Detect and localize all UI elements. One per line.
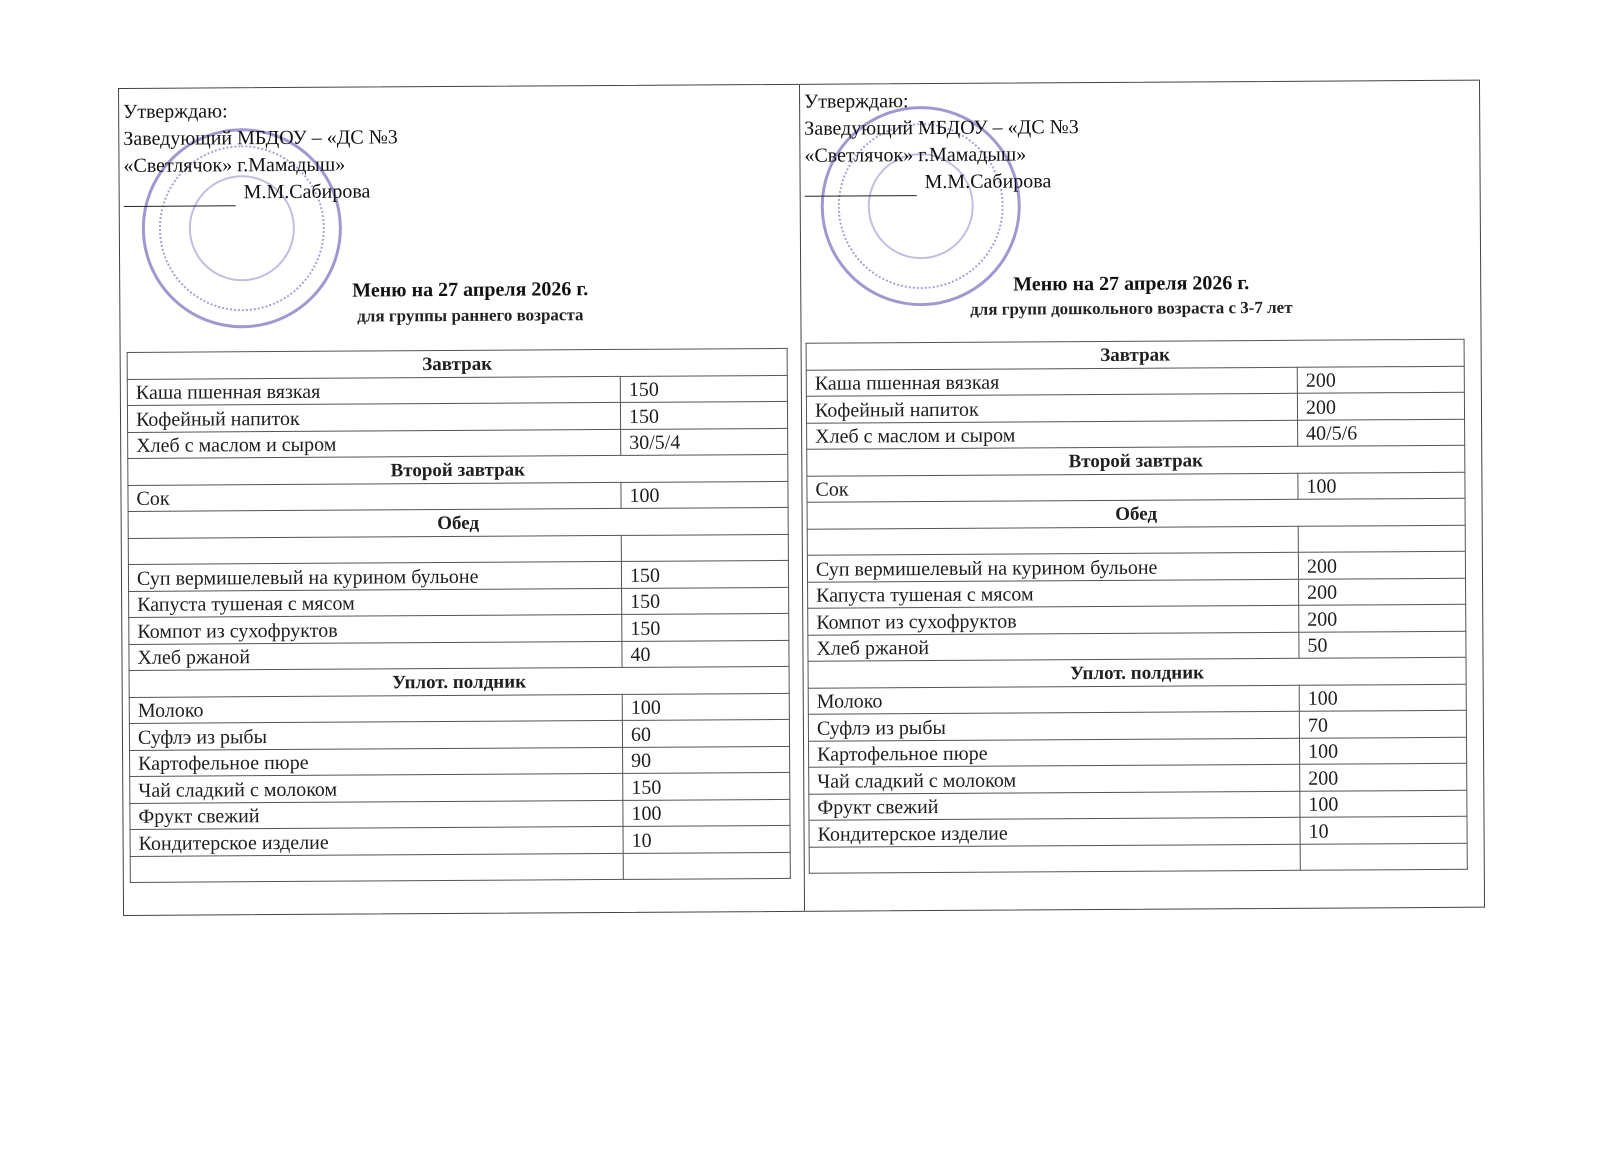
- portion-size: 100: [623, 799, 790, 827]
- dish-name: Капуста тушеная с мясом: [808, 579, 1299, 608]
- menu-item-row: [127, 401, 787, 432]
- signature-line: [805, 177, 917, 197]
- portion-size: [621, 534, 788, 562]
- dish-name: Каша пшенная вязкая: [127, 376, 620, 406]
- dish-name: [128, 535, 621, 565]
- dish-name: Кофейный напиток: [127, 402, 620, 432]
- section-header-row: [808, 657, 1466, 688]
- portion-size: 200: [1299, 578, 1466, 606]
- menu-item-row: [130, 746, 790, 777]
- dish-name: Картофельное пюре: [809, 738, 1300, 767]
- dish-name: Картофельное пюре: [130, 747, 623, 777]
- section-title: Уплот. полдник: [129, 666, 789, 697]
- section-header-row: [128, 454, 788, 485]
- menu-item-row: [809, 737, 1467, 768]
- menu-item-row: [129, 587, 789, 618]
- menu-title: Меню на 27 апреля 2026 г.: [352, 278, 589, 302]
- portion-size: 100: [1299, 737, 1466, 765]
- dish-name: Капуста тушеная с мясом: [129, 588, 622, 618]
- menu-item-row: [807, 551, 1465, 582]
- portion-size: 150: [621, 560, 788, 588]
- menu-item-row: [130, 825, 790, 856]
- menu-item-row: [809, 790, 1467, 821]
- portion-size: 60: [622, 719, 789, 747]
- portion-size: 200: [1297, 366, 1464, 394]
- menu-item-row: [809, 763, 1467, 794]
- portion-size: 200: [1300, 763, 1467, 791]
- dish-name: Сок: [128, 482, 621, 512]
- portion-size: 40/5/6: [1298, 419, 1465, 447]
- portion-size: 50: [1299, 631, 1466, 659]
- section-header-row: [128, 507, 788, 538]
- menu-item-row: [130, 772, 790, 803]
- menu-item-row: [806, 366, 1464, 397]
- dish-name: Суп вермишелевый на курином бульоне: [128, 561, 621, 591]
- menu-item-row: [129, 640, 789, 671]
- section-header-row: [127, 348, 787, 379]
- dish-name: Кондитерское изделие: [130, 826, 623, 856]
- menu-item-row: [808, 684, 1466, 715]
- menu-item-row: [127, 375, 787, 406]
- section-header-row: [807, 498, 1465, 529]
- dish-name: [130, 853, 623, 883]
- approval-heading: Утверждаю:: [804, 90, 909, 113]
- portion-size: 10: [1300, 816, 1467, 844]
- menu-item-row: [128, 428, 788, 459]
- menu-item-row: [808, 631, 1466, 662]
- portion-size: 200: [1299, 604, 1466, 632]
- menu-item-row: [806, 392, 1464, 423]
- dish-name: Суфлэ из рыбы: [129, 720, 622, 750]
- portion-size: 150: [620, 401, 787, 429]
- dish-name: Сок: [807, 473, 1298, 502]
- dish-name: Суп вермишелевый на курином бульоне: [807, 552, 1298, 581]
- portion-size: 90: [623, 746, 790, 774]
- early-age-menu-panel: [119, 85, 805, 915]
- portion-size: 100: [621, 481, 788, 509]
- dish-name: Хлеб ржаной: [129, 641, 622, 671]
- dish-name: Компот из сухофруктов: [129, 614, 622, 644]
- portion-size: 40: [622, 640, 789, 668]
- portion-size: 70: [1299, 710, 1466, 738]
- menu-item-row: [808, 578, 1466, 609]
- menu-subtitle: для групп дошкольного возраста с 3-7 лет: [970, 297, 1293, 319]
- menu-item-row: [128, 560, 788, 591]
- menu-item-row: [129, 613, 789, 644]
- dish-name: Хлеб с маслом и сыром: [807, 420, 1298, 449]
- portion-size: 150: [622, 613, 789, 641]
- menu-item-row: [129, 693, 789, 724]
- dish-name: Хлеб с маслом и сыром: [128, 429, 621, 459]
- dish-name: Суфлэ из рыбы: [808, 711, 1299, 740]
- section-title: Завтрак: [127, 348, 787, 379]
- portion-size: 200: [1297, 392, 1464, 420]
- menu-title: Меню на 27 апреля 2026 г.: [1013, 272, 1250, 296]
- portion-size: [623, 852, 790, 880]
- dish-name: Кондитерское изделие: [809, 817, 1300, 846]
- dish-name: [809, 844, 1300, 873]
- dish-name: Молоко: [808, 685, 1299, 714]
- section-header-row: [806, 339, 1464, 370]
- menu-item-row: [807, 472, 1465, 503]
- menu-item-row: [807, 419, 1465, 450]
- portion-size: 150: [622, 587, 789, 615]
- menu-item-row: [809, 816, 1467, 847]
- menu-table: [806, 339, 1468, 874]
- dish-name: Чай сладкий с молоком: [809, 764, 1300, 793]
- menu-item-row: [128, 534, 788, 565]
- dish-name: Молоко: [129, 694, 622, 724]
- portion-size: 200: [1298, 551, 1465, 579]
- section-title: Второй завтрак: [128, 454, 788, 485]
- portion-size: 100: [1300, 790, 1467, 818]
- portion-size: 30/5/4: [621, 428, 788, 456]
- dish-name: Чай сладкий с молоком: [130, 773, 623, 803]
- menu-item-row: [809, 843, 1467, 874]
- menu-item-row: [808, 710, 1466, 741]
- menu-item-row: [807, 525, 1465, 556]
- portion-size: 150: [623, 772, 790, 800]
- dish-name: Фрукт свежий: [130, 800, 623, 830]
- dish-name: [807, 526, 1298, 555]
- portion-size: 100: [1298, 472, 1465, 500]
- approval-block: [804, 87, 1079, 197]
- portion-size: 100: [1299, 684, 1466, 712]
- portion-size: [1300, 843, 1467, 871]
- portion-size: 10: [623, 825, 790, 853]
- menu-subtitle: для группы раннего возраста: [357, 305, 584, 326]
- approval-organization: «Светлячок» г.Мамадыш»: [804, 143, 1027, 167]
- section-header-row: [807, 445, 1465, 476]
- dish-name: Фрукт свежий: [809, 791, 1300, 820]
- approval-block: [123, 97, 398, 207]
- menu-item-row: [130, 852, 790, 883]
- menu-item-row: [808, 604, 1466, 635]
- section-header-row: [129, 666, 789, 697]
- preschool-menu-panel: [800, 81, 1484, 911]
- signature-line: [124, 187, 236, 207]
- menu-item-row: [128, 481, 788, 512]
- section-title: Уплот. полдник: [808, 657, 1466, 688]
- approval-position: Заведующий МБДОУ – «ДС №3: [123, 126, 398, 150]
- menu-sheet: [118, 80, 1485, 916]
- approval-position: Заведующий МБДОУ – «ДС №3: [804, 116, 1079, 140]
- menu-item-row: [129, 719, 789, 750]
- approval-signature: [805, 168, 1080, 197]
- portion-size: [1298, 525, 1465, 553]
- menu-item-row: [130, 799, 790, 830]
- approval-signature: [124, 178, 399, 207]
- section-title: Обед: [807, 498, 1465, 529]
- signer-name: М.М.Сабирова: [924, 170, 1052, 194]
- dish-name: Компот из сухофруктов: [808, 605, 1299, 634]
- section-title: Обед: [128, 507, 788, 538]
- signer-name: М.М.Сабирова: [243, 180, 371, 204]
- section-title: Завтрак: [806, 339, 1464, 370]
- dish-name: Хлеб ржаной: [808, 632, 1299, 661]
- portion-size: 150: [620, 375, 787, 403]
- portion-size: 100: [622, 693, 789, 721]
- menu-table: [127, 348, 791, 883]
- approval-heading: Утверждаю:: [123, 100, 228, 123]
- section-title: Второй завтрак: [807, 445, 1465, 476]
- dish-name: Кофейный напиток: [806, 393, 1297, 422]
- approval-organization: «Светлячок» г.Мамадыш»: [123, 153, 346, 177]
- dish-name: Каша пшенная вязкая: [806, 367, 1297, 396]
